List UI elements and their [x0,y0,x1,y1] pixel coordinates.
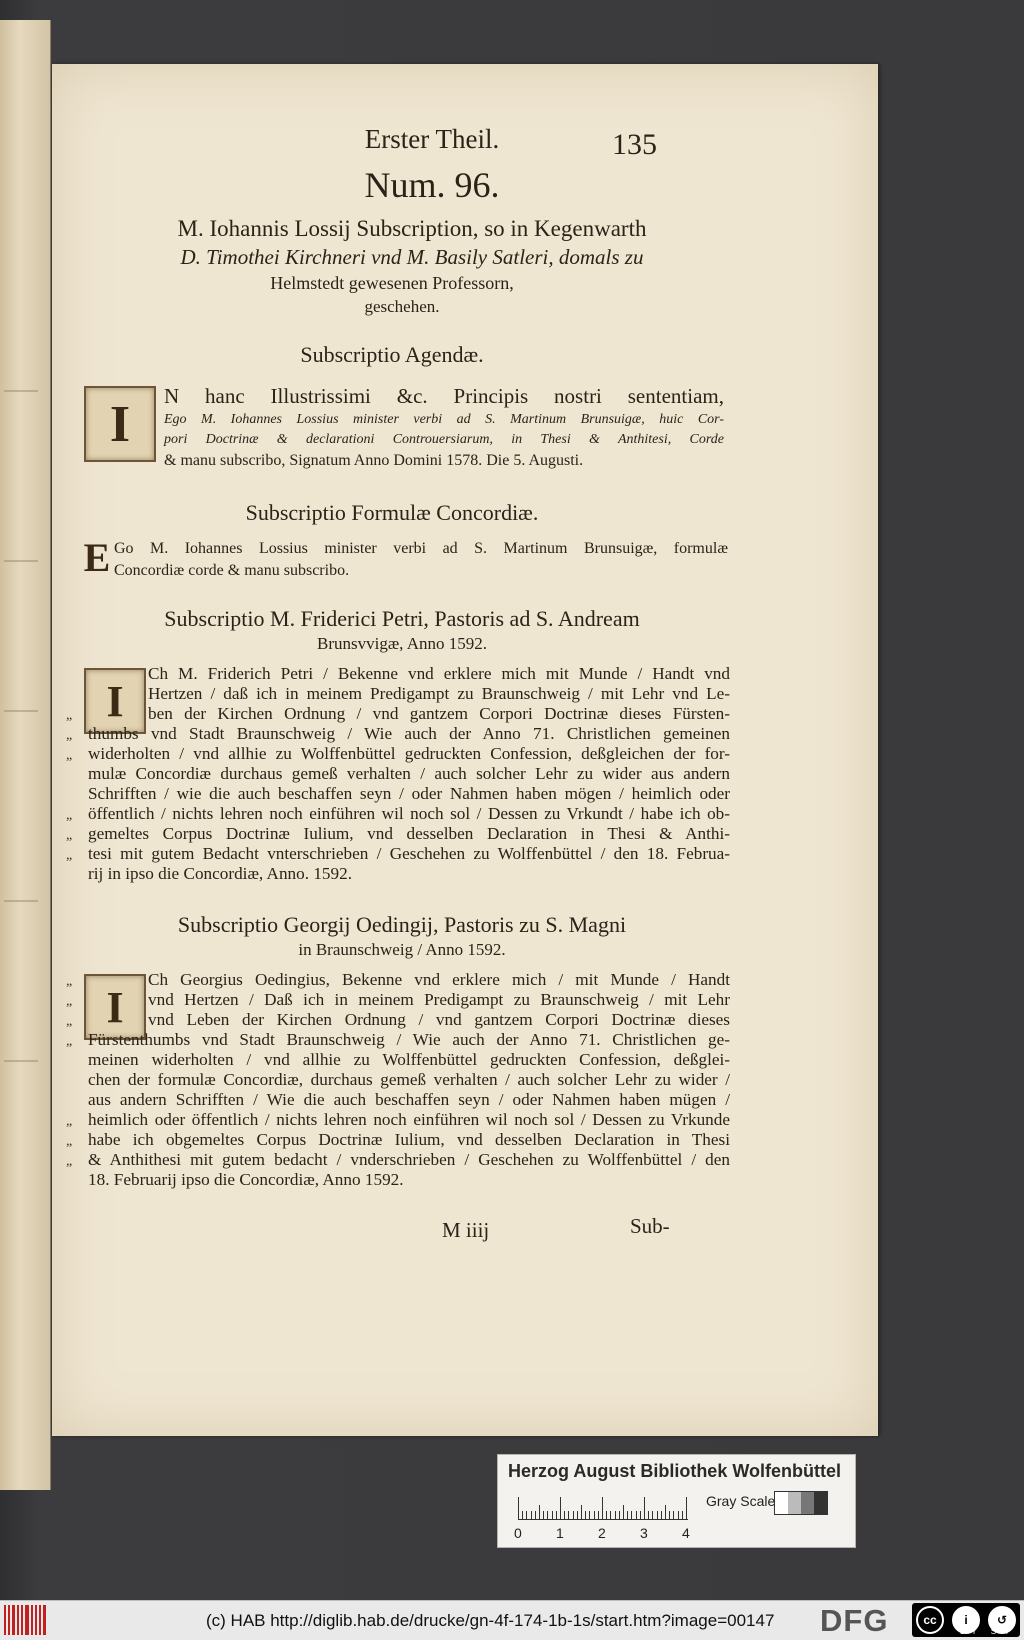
text-line: thumbs vnd Stadt Braunschweig / Wie auch der Anno 71. Christlichen gemeinen [88,724,730,743]
quote-mark: „ [66,848,73,863]
text-line: widerholten / vnd allhie zu Wolffenbüttel gedruckten Confession, deßgleichen der for- [88,744,730,763]
ruler-tick [678,1511,679,1519]
ruler-tick [665,1505,666,1519]
library-name: Herzog August Bibliothek Wolfenbüttel [508,1461,841,1481]
cc-icon: cc [916,1606,944,1634]
dropcap: I [84,974,146,1040]
text-line: vnd Leben der Kirchen Ordnung / vnd gantzem Corpori Doctrinæ dieses [148,1010,730,1029]
ruler-tick [627,1511,628,1519]
dfg-logo: DFG [820,1603,889,1638]
ruler-tick [518,1497,519,1519]
text-line: meinen widerholten / vnd allhie zu Wolffenbüttel gedruckten Confession, deßglei- [88,1050,730,1069]
ruler-tick [640,1511,641,1519]
edge-mark [4,560,38,562]
ruler-tick [623,1505,624,1519]
quote-mark: „ [66,1014,73,1029]
ruler-tick [631,1511,632,1519]
page-number: 135 [612,128,657,161]
text-line: chen der formulæ Concordiæ, durchaus gemeß verhalten / auch solcher Lehr zu wider / [88,1070,730,1089]
quote-mark: „ [66,748,73,763]
ruler-tick [594,1511,595,1519]
barcode-icon [4,1605,46,1635]
by-icon: i [952,1606,980,1634]
ruler-tick [577,1511,578,1519]
copyright-url[interactable]: (c) HAB http://diglib.hab.de/drucke/gn-4f-174-1b-1s/start.htm?image=00147 [206,1611,775,1630]
ruler-tick [522,1511,523,1519]
quote-mark: „ [66,808,73,823]
heading-line: Helmstedt gewesenen Professorn, [270,273,514,293]
edge-mark [4,710,38,712]
dropcap: E [83,534,111,580]
ruler-tick [526,1511,527,1519]
ruler-tick [543,1511,544,1519]
text-line: ben der Kirchen Ordnung / vnd gantzem Corpori Doctrinæ dieses Fürsten- [148,704,730,723]
heading-line: M. Iohannis Lossij Subscription, so in Kegenwarth [177,216,647,241]
ruler-tick [556,1511,557,1519]
edge-mark [4,900,38,902]
dropcap: I [84,668,146,734]
left-page-edge [0,20,51,1490]
text-line: Schrifften / wie die auch beschaffen seyn / oder Nahmen haben mögen / heimlich oder [88,784,730,803]
gray-scale-swatch [774,1491,828,1515]
text-line: N hanc Illustrissimi &c. Principis nostri sententiam, [164,384,724,408]
text-line: Fürstenthumbs vnd Stadt Braunschweig / Wie auch der Anno 71. Christlichen ge- [88,1030,730,1049]
text-line: Go M. Iohannes Lossius minister verbi ad S. Martinum Brunsuigæ, formulæ [114,540,728,557]
quote-mark: „ [66,728,73,743]
quote-mark: „ [66,1134,73,1149]
text-line: vnd Hertzen / Daß ich in meinem Predigampt zu Braunschweig / mit Lehr [148,990,730,1009]
ruler-tick [686,1497,687,1519]
ruler-number: 3 [640,1525,648,1541]
text-line: rij in ipso die Concordiæ, Anno. 1592. [88,864,353,883]
ruler-tick [619,1511,620,1519]
sa-icon: ↺ [988,1606,1016,1634]
edge-mark [4,1060,38,1062]
ruler-tick [636,1511,637,1519]
ruler-tick [585,1511,586,1519]
ruler-tick [610,1511,611,1519]
quote-mark: „ [66,974,73,989]
ruler-number: 0 [514,1525,522,1541]
ruler-tick [644,1497,645,1519]
ruler-tick [669,1511,670,1519]
ruler-tick [560,1497,561,1519]
text-line: Ego M. Iohannes Lossius minister verbi ad S. Martinum Brunsuigæ, huic Cor- [164,412,724,427]
edge-mark [4,390,38,392]
ruler-tick [615,1511,616,1519]
ruler-tick [539,1505,540,1519]
text-line: Ch Georgius Oedingius, Bekenne vnd erklere mich / mit Munde / Handt [148,970,730,989]
running-head: Erster Theil. [364,124,500,154]
ruler-tick [673,1511,674,1519]
text-line: & Anthithesi mit gutem bedacht / vnderschrieben / Geschehen zu Wolffenbüttel / den [88,1150,730,1169]
section-title: Subscriptio M. Friderici Petri, Pastoris ad S. Andream [164,606,640,631]
text-line: Hertzen / daß ich in meinem Predigampt zu Braunschweig / mit Lehr vnd Le- [148,684,730,703]
text-line: gemeltes Corpus Doctrinæ Iulium, vnd desselben Declaration in Thesi & Anthi- [88,824,730,843]
viewer-footer [0,1600,1024,1640]
scale-ruler [518,1495,688,1520]
signature-mark: M iiij [442,1218,490,1242]
text-line: Concordiæ corde & manu subscribo. [114,562,350,579]
section-title: Subscriptio Formulæ Concordiæ. [245,500,539,525]
text-line: Ch M. Friderich Petri / Bekenne vnd erklere mich mit Munde / Handt vnd [148,664,730,683]
ruler-tick [581,1505,582,1519]
quote-mark: „ [66,994,73,1009]
ruler-tick [573,1511,574,1519]
catchword: Sub- [630,1214,670,1238]
quote-mark: „ [66,1154,73,1169]
text-line: & manu subscribo, Signatum Anno Domini 1578. Die 5. Augusti. [164,452,584,469]
quote-mark: „ [66,828,73,843]
book-page [52,64,878,1436]
section-title: Subscriptio Georgij Oedingij, Pastoris zu S. Magni [177,912,627,937]
ruler-tick [568,1511,569,1519]
gray-scale-label: Gray Scale [706,1493,776,1509]
text-line: habe ich obgemeltes Corpus Doctrinæ Iulium, vnd desselben Declaration in Thesi [88,1130,730,1149]
text-line: pori Doctrinæ & declarationi Controuersiarum, in Thesi & Anthitesi, Corde [164,432,724,447]
ruler-tick [564,1511,565,1519]
ruler-tick [606,1511,607,1519]
ruler-number: 1 [556,1525,564,1541]
ruler-tick [531,1511,532,1519]
text-line: aus andern Schrifften / Wie die auch beschaffen seyn / oder Nahmen haben mügen / [88,1090,730,1109]
quote-mark: „ [66,1114,73,1129]
ruler-tick [547,1511,548,1519]
quote-mark: „ [66,708,73,723]
ruler-tick [652,1511,653,1519]
text-line: heimlich oder öffentlich / nichts lehren noch einführen wil noch sol / Dessen zu Vrkunde [88,1110,730,1129]
dropcap: I [84,386,156,462]
document-number: Num. 96. [364,165,500,205]
text-line: 18. Februarij ipso die Concordiæ, Anno 1592. [88,1170,404,1189]
heading-line: geschehen. [364,297,440,316]
library-color-label [497,1454,856,1548]
quote-mark: „ [66,1034,73,1049]
text-line: mulæ Concordiæ durchaus gemeß verhalten / auch solcher Lehr zu wider aus andern [88,764,730,783]
ruler-tick [589,1511,590,1519]
heading-line: D. Timothei Kirchneri vnd M. Basily Satleri, domals zu [180,245,644,269]
ruler-tick [682,1511,683,1519]
cc-license-text: BY SA [960,1627,1014,1636]
ruler-tick [661,1511,662,1519]
section-title: in Braunschweig / Anno 1592. [298,940,506,959]
text-line: tesi mit gutem Bedacht vnterschrieben / Geschehen zu Wolffenbüttel / den 18. Februa- [88,844,730,863]
text-line: öffentlich / nichts lehren noch einführen wil noch sol / Dessen zu Vrkundt / habe ich ob- [88,804,730,823]
ruler-tick [657,1511,658,1519]
ruler-tick [535,1511,536,1519]
ruler-number: 2 [598,1525,606,1541]
ruler-tick [602,1497,603,1519]
ruler-tick [648,1511,649,1519]
ruler-tick [552,1511,553,1519]
section-title: Subscriptio Agendæ. [300,342,484,367]
ruler-number: 4 [682,1525,690,1541]
section-title: Brunsvvigæ, Anno 1592. [316,634,488,653]
ruler-tick [598,1511,599,1519]
